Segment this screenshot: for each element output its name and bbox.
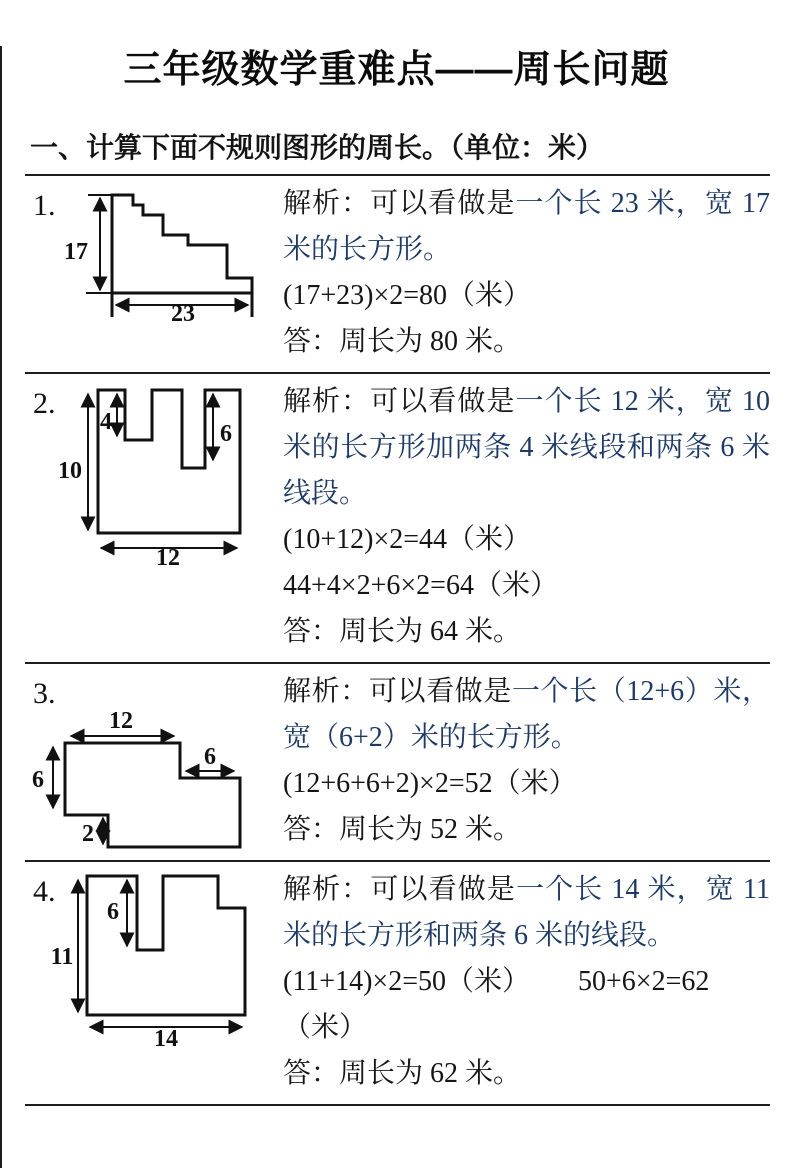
notched-square-outline [98, 390, 240, 533]
analysis-highlight: 一个长（12+6）米，宽（6+2）米的长方形。 [283, 676, 770, 753]
problem-3-solution [283, 664, 770, 860]
problem-4-diagram-area [25, 862, 283, 1053]
analysis-prefix: 解析：可以看做是 [283, 386, 516, 417]
page-left-border [0, 46, 2, 1168]
formula-line: (17+23)×2=80（米） [283, 280, 532, 311]
notched-rect-outline [87, 876, 245, 1015]
problem-2-notched-square-diagram [30, 380, 280, 570]
problem-3-step-shape-diagram [30, 670, 280, 860]
problem-2-solution [283, 374, 770, 662]
problem-row-1 [25, 174, 770, 372]
problem-4-number: 4. [33, 875, 56, 908]
problem-1-diagram-area [25, 176, 283, 323]
problem-row-3 [25, 662, 770, 860]
dim-label-step: 2 [82, 821, 94, 847]
problem-row-2 [25, 372, 770, 662]
analysis-paragraph [283, 379, 770, 517]
problem-4-solution [283, 862, 770, 1104]
dim-label-notch: 6 [107, 899, 119, 925]
dim-label-notch2: 6 [220, 421, 232, 447]
problems-list [25, 174, 770, 1106]
problem-1-number: 1. [33, 189, 56, 222]
staircase-shape-outline [112, 195, 252, 293]
dim-label-width: 12 [156, 545, 180, 570]
answer-line: 答：周长为 64 米。 [283, 616, 522, 647]
problem-2-diagram-area [25, 374, 283, 570]
analysis-highlight: 一个长 12 米，宽 10 米的长方形加两条 4 米线段和两条 6 米线段。 [283, 386, 770, 509]
problem-1-staircase-diagram [40, 183, 280, 323]
dim-label-width: 23 [171, 301, 195, 323]
problem-row-4 [25, 860, 770, 1104]
problem-3-number: 3. [33, 677, 56, 710]
analysis-prefix: 解析：可以看做是 [283, 188, 516, 219]
analysis-paragraph [283, 181, 770, 273]
formula-2: 50+6×2=62（米） [283, 966, 710, 1043]
problem-4-notched-rect-diagram [30, 868, 280, 1053]
dim-label-left: 6 [32, 767, 44, 793]
section-heading: 一、计算下面不规则图形的周长。（单位：米） [30, 133, 605, 164]
formula-line: 44+4×2+6×2=64（米） [283, 570, 558, 601]
dim-label-top: 12 [109, 708, 133, 734]
problem-1-solution [283, 176, 770, 372]
problem-2-number: 2. [33, 387, 56, 420]
analysis-prefix: 解析：可以看做是 [283, 874, 516, 905]
formula-line [283, 959, 770, 1051]
dim-label-height: 17 [64, 239, 88, 265]
problem-3-diagram-area [25, 664, 283, 860]
analysis-paragraph [283, 669, 770, 761]
page-title: 三年级数学重难点——周长问题 [123, 49, 670, 91]
dim-label-height: 11 [50, 944, 74, 970]
dim-label-right: 6 [204, 744, 216, 770]
answer-line: 答：周长为 80 米。 [283, 326, 522, 357]
analysis-highlight: 一个长 23 米，宽 17 米的长方形。 [283, 188, 770, 265]
formula-line: (12+6+6+2)×2=52（米） [283, 768, 577, 799]
dim-label-notch1: 4 [100, 409, 112, 435]
dim-label-width: 14 [154, 1026, 178, 1052]
analysis-prefix: 解析：可以看做是 [283, 676, 512, 707]
formula-1: (11+14)×2=50（米） [283, 966, 530, 997]
analysis-paragraph [283, 867, 770, 959]
analysis-highlight: 一个长 14 米，宽 11 米的长方形和两条 6 米的线段。 [283, 874, 770, 951]
answer-line: 答：周长为 62 米。 [283, 1058, 522, 1089]
formula-line: (10+12)×2=44（米） [283, 524, 532, 555]
answer-line: 答：周长为 52 米。 [283, 814, 522, 845]
dim-label-height: 10 [58, 458, 82, 484]
